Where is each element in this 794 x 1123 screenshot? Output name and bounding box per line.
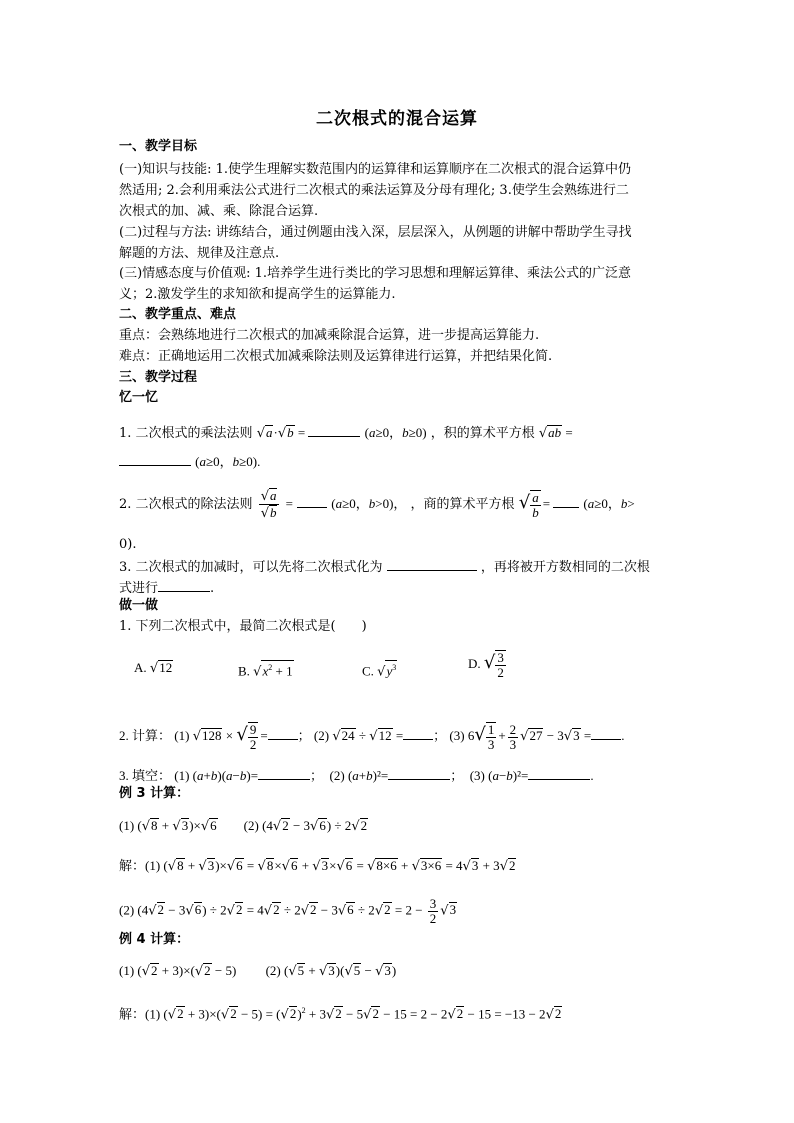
practice-q3: 3. 填空： (1) (a+b)(a−b)= ； (2) (a+b)²= ； (3) (a−b)²= . bbox=[119, 768, 594, 783]
example3-problems: (1) (√8 + √3)×√6 (2) (4√2 − 3√6) ÷ 2√2 bbox=[119, 818, 368, 834]
option-a[interactable]: A. √12 bbox=[134, 660, 173, 676]
option-b[interactable]: B. $√x^2 + 1$ bbox=[238, 660, 294, 680]
recall-q3-text3: 式进行 bbox=[119, 581, 159, 596]
practice-q2: 2. 计算： (1) √128 × √ $\frac{9}{2}$ = ； (2) √24 ÷ √12 = ； (3) 6√ $\frac{1}{3}$ + $\frac{2}{3}$ √27 − 3√3 = . bbox=[119, 721, 625, 752]
answer-blank[interactable] bbox=[158, 578, 210, 592]
recall-q3-text: 3. 二次根式的加减时，可以先将二次根式化为 bbox=[119, 560, 383, 575]
answer-blank[interactable] bbox=[553, 494, 579, 508]
option-label: B. bbox=[238, 663, 250, 679]
condition-text: (a≥0，b≥0) bbox=[364, 425, 427, 440]
example4-problems: (1) (√2 + 3)×(√2 − 5) (2) (√5 + √3)(√5 − √3) bbox=[119, 963, 397, 979]
solution-label: 解： bbox=[119, 858, 146, 873]
recall-q1-line1 bbox=[119, 423, 573, 442]
goal-process-line2: 解题的方法、规律及注意点. bbox=[119, 246, 280, 261]
formula-sqrt-ab: √ab = bbox=[538, 425, 573, 441]
answer-blank[interactable] bbox=[388, 766, 450, 780]
solution-label: 解： bbox=[119, 1006, 146, 1022]
recall-q2-line2: 0). bbox=[119, 537, 137, 552]
recall-q3-line2: 式进行 . bbox=[119, 578, 214, 597]
section-heading-goals: 一、教学目标 bbox=[119, 139, 198, 154]
recall-q2-line1: 2. 二次根式的除法法则 $\frac{√a}{√b}$ = (a≥0，b>0)， ，商的算术平方根 √ $\frac{a}{b}$ = (a≥0，b> bbox=[119, 488, 635, 521]
answer-blank[interactable] bbox=[387, 557, 477, 571]
option-label: C. bbox=[362, 663, 374, 679]
goal-knowledge-line3: 次根式的加、减、乘、除混合运算. bbox=[119, 204, 319, 219]
example3-solution2: (2) (4√2 − 3√6) ÷ 2√2 = 4√2 ÷ 2√2 − 3√6 ÷ 2√2 = 2 − $\frac{3}{2}$ √3 bbox=[119, 896, 457, 926]
section-heading-process: 三、教学过程 bbox=[119, 370, 198, 385]
page-title: 二次根式的混合运算 bbox=[316, 109, 478, 129]
goal-attitude-line2: 义；2.激发学生的求知欲和提高学生的运算能力. bbox=[119, 287, 396, 302]
answer-blank[interactable] bbox=[403, 726, 433, 740]
section-heading-focus: 二、教学重点、难点 bbox=[119, 307, 237, 322]
example3-solution1: 解：(1) (√8 + √3)×√6 = √8×√6 + √3×√6 = √8×6 + √3×6 = 4√3 + 3√2 bbox=[119, 858, 516, 874]
practice-q2-label: 2. 计算： bbox=[119, 727, 172, 743]
example4-solution1: 解：(1) $(√2 + 3)\times(√2 - 5) = (√2)^2 + 3√2 - 5√2 - 15 = 2 - 2√2 - 15 = -13 - 2√2$ bbox=[119, 1006, 562, 1023]
option-d[interactable]: D. √ $\frac{3}{2}$ bbox=[468, 650, 504, 680]
answer-blank[interactable] bbox=[297, 494, 327, 508]
answer-blank[interactable] bbox=[268, 726, 298, 740]
condition-text: (a≥0，b> bbox=[583, 496, 635, 511]
answer-blank[interactable] bbox=[119, 452, 191, 466]
answer-blank[interactable] bbox=[258, 766, 310, 780]
condition-text: (a≥0，b>0)， bbox=[331, 496, 407, 511]
option-label: D. bbox=[468, 655, 481, 671]
answer-blank[interactable] bbox=[591, 726, 621, 740]
recall-q1-line2 bbox=[119, 452, 260, 471]
recall-q1-text2: ，积的算术平方根 bbox=[430, 426, 535, 441]
practice-heading: 做一做 bbox=[119, 598, 159, 613]
goal-knowledge-line1: (一)知识与技能: 1.使学生理解实数范围内的运算律和运算顺序在二次根式的混合运算中仍 bbox=[119, 162, 632, 177]
formula-sqrt-a-over-b: √ $\frac{a}{b}$ = bbox=[518, 490, 554, 521]
difficulty-text: 难点：正确地运用二次根式加减乘除法则及运算律进行运算，并把结果化简. bbox=[119, 349, 553, 364]
practice-q1: 1. 下列二次根式中，最简二次根式是( ) bbox=[119, 619, 367, 634]
option-label: A. bbox=[134, 660, 147, 675]
recall-q1-text: 1. 二次根式的乘法法则 bbox=[119, 426, 253, 441]
goal-process-line1: (二)过程与方法: 讲练结合，通过例题由浅入深，层层深入，从例题的讲解中帮助学生寻找 bbox=[119, 225, 632, 240]
recall-q3-text2: ，再将被开方数相同的二次根 bbox=[480, 560, 650, 575]
option-c[interactable]: C. $√y^3$ bbox=[362, 660, 397, 680]
answer-blank[interactable] bbox=[308, 423, 360, 437]
recall-q2-text2: ，商的算术平方根 bbox=[410, 497, 515, 512]
practice-q3-label: 3. 填空： bbox=[119, 768, 172, 783]
recall-q3-line1 bbox=[119, 557, 650, 576]
formula-sqrt-a-over-sqrt-b: $\frac{√a}{√b}$ bbox=[259, 488, 280, 521]
example3-heading: 例 3 计算： bbox=[119, 786, 190, 801]
formula-sqrt-a-times-sqrt-b: √a·√b = bbox=[256, 425, 309, 441]
focus-text: 重点：会熟练地进行二次根式的加减乘除混合运算，进一步提高运算能力. bbox=[119, 328, 540, 343]
recall-q2-text: 2. 二次根式的除法法则 bbox=[119, 497, 253, 512]
answer-blank[interactable] bbox=[528, 766, 590, 780]
goal-knowledge-line2: 然适用; 2.会利用乘法公式进行二次根式的乘法运算及分母有理化; 3.使学生会熟练进行二 bbox=[119, 183, 629, 198]
example4-heading: 例 4 计算： bbox=[119, 932, 190, 947]
recall-heading: 忆一忆 bbox=[119, 390, 159, 405]
goal-attitude-line1: (三)情感态度与价值观: 1.培养学生进行类比的学习思想和理解运算律、乘法公式的广泛意 bbox=[119, 266, 632, 281]
condition-text: (a≥0，b≥0). bbox=[195, 454, 261, 469]
